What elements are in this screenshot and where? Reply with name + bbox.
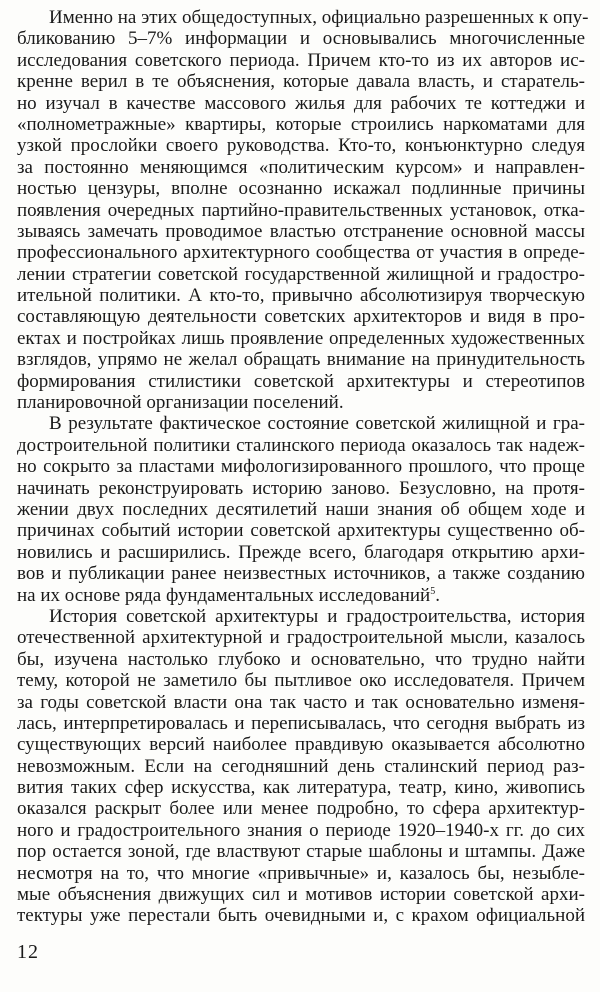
text-line: кренне верил в те объяснения, которые давала власть, и старатель-: [17, 71, 585, 93]
text-line: ектах и постройках лишь проявление определенных художественных: [17, 327, 585, 349]
text-line: ностью цензуры, вполне осознанно искажал подлинные причины: [17, 178, 585, 200]
paragraph: [17, 413, 585, 606]
text-line: зываясь замечать проводимое властью отстранение основной массы: [17, 220, 585, 242]
text-line: В результате фактическое состояние советской жилищной и гра-: [49, 413, 585, 435]
text-line: составляющую деятельности советских архитекторов и видя в про-: [17, 306, 585, 328]
text-line: за годы советской власти она так часто и так основательно изменя-: [17, 691, 585, 713]
text-line: тектуры уже перестали быть очевидными и, с крахом официальной: [17, 905, 585, 927]
text-line: появления очередных партийно-правительственных установок, отка-: [17, 199, 585, 221]
text-line: узкой прослойки своего руководства. Кто-то, конъюнктурно следуя: [17, 135, 585, 157]
text-line: существующих версий наиболее правдивую оказывается абсолютно: [17, 734, 585, 756]
text-line: но изучал в качестве массового жилья для рабочих те коттеджи и: [17, 92, 585, 114]
text-line: начинать реконструировать историю заново. Безусловно, на протя-: [17, 477, 585, 499]
text-line: ительной политики. А кто-то, привычно абсолютизируя творческую: [17, 285, 585, 307]
paragraph: [17, 7, 589, 414]
text-line: Именно на этих общедоступных, официально разрешенных к опу-: [49, 7, 589, 28]
text-line: «полнометражные» квартиры, которые строились наркоматами для: [17, 113, 585, 135]
text-line: но сокрыто за пластами мифологизированного прошлого, что проще: [17, 456, 585, 478]
text-line: лась, интерпретировалась и переписывалась, что сегодня выбрать из: [17, 712, 585, 734]
text-line: жении двух последних десятилетий наши знания об общем ходе и: [17, 498, 585, 520]
text-line: вов и публикации ранее неизвестных источников, а также созданию: [17, 563, 585, 585]
text-line: бы, изучена настолько глубоко и основательно, что трудно найти: [17, 648, 585, 670]
text-line: профессионального архитектурного сообщества от участия в опреде-: [17, 242, 585, 264]
text-line: отечественной архитектурной и градостроительной мысли, казалось: [17, 627, 585, 649]
text-line: тему, которой не заметило бы пытливое око исследователя. Причем: [17, 670, 585, 692]
text-line: достроительной политики сталинского периода оказалось так надеж-: [17, 434, 585, 456]
text-line: взглядов, упрямо не желал обращать внимание на принудительность: [17, 349, 585, 371]
text-line: пор остается зоной, где властвуют старые шаблоны и штампы. Даже: [17, 841, 585, 863]
text-line: вития таких сфер искусства, как литература, театр, кино, живопись: [17, 777, 585, 799]
text-line: невозможным. Если на сегодняшний день сталинский период раз-: [17, 755, 585, 777]
text-line: планировочной организации поселений.: [17, 392, 344, 414]
text-line: оказался раскрыт более или менее подробно, то сфера архитектур-: [17, 798, 585, 820]
text-line: несмотря на то, что многие «привычные» и, казалось бы, незыбле-: [17, 862, 585, 884]
text-line: мые объяснения движущих сил и мотивов истории советской архи-: [17, 884, 585, 906]
text-line: формирования стилистики советской архитектуры и стереотипов: [17, 370, 585, 392]
text-line: лении стратегии советской государственной жилищной и градостро-: [17, 263, 585, 285]
text-line: ного и градостроительного знания о периоде 1920–1940-х гг. до сих: [17, 819, 585, 841]
text-line: причинах событий истории советской архитектуры существенно об-: [17, 520, 585, 542]
text-line: за постоянно меняющимся «политическим курсом» и направлен-: [17, 156, 585, 178]
text-span: .: [435, 584, 440, 606]
text-line: История советской архитектуры и градостроительства, история: [49, 605, 585, 627]
text-line: исследования советского периода. Причем кто-то из их авторов ис-: [17, 49, 585, 71]
page-number: 12: [17, 941, 39, 963]
text-line: бликованию 5–7% информации и основывались многочисленные: [17, 28, 585, 50]
text-span: на их основе ряда фундаментальных исследований: [17, 584, 431, 606]
paragraph: [17, 606, 585, 927]
page-body-text: [17, 7, 589, 927]
footnote-reference: 5: [430, 585, 436, 597]
text-line: [17, 585, 585, 606]
text-line: новились и расширились. Прежде всего, благодаря открытию архи-: [17, 541, 585, 563]
